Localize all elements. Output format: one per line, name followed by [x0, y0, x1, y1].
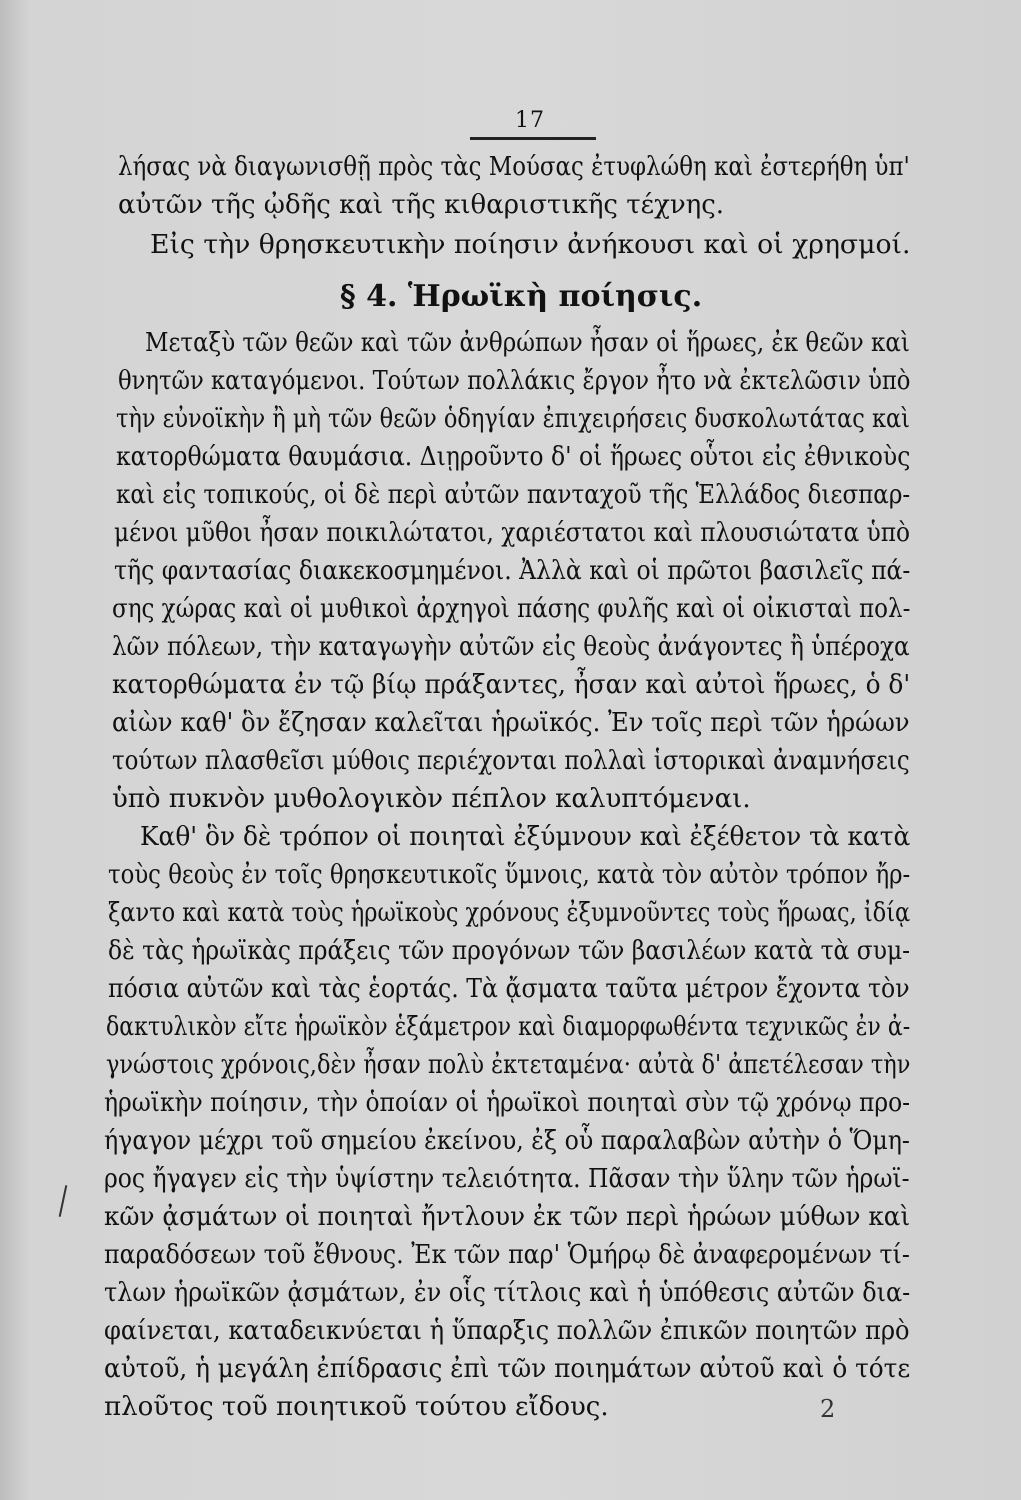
- page-number: 17: [515, 108, 545, 133]
- text-line: δὲ τὰς ἡρωϊκὰς πράξεις τῶν προγόνων τῶν βασιλέων κατὰ τὰ συμ-: [108, 936, 911, 966]
- section-heading: § 4. Ἡρωϊκὴ ποίησις.: [340, 279, 703, 314]
- text-line: παραδόσεων τοῦ ἔθνους. Ἐκ τῶν παρ' Ὁμήρῳ δὲ ἀναφερομένων τί-: [104, 1240, 910, 1270]
- text-line: μένοι μῦθοι ἦσαν ποικιλώτατοι, χαριέστατοι καὶ πλουσιώτατα ὑπὸ: [114, 518, 911, 548]
- text-line: τῆς φαντασίας διακεκοσμημένοι. Ἀλλὰ καὶ οἱ πρῶτοι βασιλεῖς πά-: [114, 556, 911, 586]
- text-line: φαίνεται, καταδεικνύεται ἡ ὕπαρξις πολλῶν ἐπικῶν ποιητῶν πρὸ: [104, 1316, 910, 1346]
- text-line: καὶ εἰς τοπικούς, οἱ δὲ περὶ αὐτῶν πανταχοῦ τῆς Ἑλλάδος διεσπαρ-: [116, 480, 911, 510]
- text-line: δακτυλικὸν εἴτε ἡρωϊκὸν ἑξάμετρον καὶ διαμορφωθέντα τεχνικῶς ἐν ἀ-: [106, 1012, 911, 1042]
- text-line: θνητῶν καταγόμενοι. Τούτων πολλάκις ἔργον ἦτο νὰ ἐκτελῶσιν ὑπὸ: [118, 366, 911, 396]
- text-line: αὐτοῦ, ἡ μεγάλη ἐπίδρασις ἐπὶ τῶν ποιημάτων αὐτοῦ καὶ ὁ τότε: [104, 1354, 911, 1384]
- text-line: ἡρωϊκὴν ποίησιν, τὴν ὁποίαν οἱ ἡρωϊκοὶ ποιηταὶ σὺν τῷ χρόνῳ προ-: [104, 1088, 911, 1118]
- text-line: τοὺς θεοὺς ἐν τοῖς θρησκευτικοῖς ὕμνοις, κατὰ τὸν αὐτὸν τρόπον ἤρ-: [108, 860, 911, 890]
- text-line: λήσας νὰ διαγωνισθῇ πρὸς τὰς Μούσας ἐτυφλώθη καὶ ἐστερήθη ὑπ': [118, 152, 910, 182]
- header-rule: [470, 137, 596, 140]
- text-line: τούτων πλασθεῖσι μύθοις περιέχονται πολλαὶ ἱστορικαὶ ἀναμνήσεις: [112, 746, 910, 776]
- pencil-mark: [59, 1185, 68, 1217]
- text-line: αἰὼν καθ' ὃν ἔζησαν καλεῖται ἡρωϊκός. Ἐν τοῖς περὶ τῶν ἡρώων: [112, 708, 910, 738]
- text-line: κῶν ᾀσμάτων οἱ ποιηταὶ ἤντλουν ἐκ τῶν περὶ ἡρώων μύθων καὶ: [104, 1202, 911, 1232]
- text-line: ξαντο καὶ κατὰ τοὺς ἡρωϊκοὺς χρόνους ἐξυμνοῦντες τοὺς ἥρωας, ἰδίᾳ: [108, 898, 911, 928]
- text-line: λῶν πόλεων, τὴν καταγωγὴν αὐτῶν εἰς θεοὺς ἀνάγοντες ἢ ὑπέροχα: [112, 632, 910, 662]
- text-line: Καθ' ὃν δὲ τρόπον οἱ ποιηταὶ ἐξύμνουν καὶ ἐξέθετον τὰ κατὰ: [140, 822, 911, 852]
- text-line: ρος ἤγαγεν εἰς τὴν ὑψίστην τελειότητα. Πᾶσαν τὴν ὕλην τῶν ἡρωϊ-: [104, 1164, 910, 1194]
- margin-mark: 2: [820, 1395, 836, 1423]
- text-line: ὑπὸ πυκνὸν μυθολογικὸν πέπλον καλυπτόμεναι.: [112, 784, 751, 814]
- text-line: σης χώρας καὶ οἱ μυθικοὶ ἀρχηγοὶ πάσης φυλῆς καὶ οἱ οἰκισταὶ πολ-: [112, 594, 911, 624]
- text-line: πλοῦτος τοῦ ποιητικοῦ τούτου εἴδους.: [104, 1392, 609, 1422]
- text-line: αὐτῶν τῆς ᾠδῆς καὶ τῆς κιθαριστικῆς τέχνης.: [118, 190, 725, 220]
- text-line: γνώστοις χρόνοις,δὲν ἦσαν πολὺ ἐκτεταμένα· αὐτὰ δ' ἀπετέλεσαν τὴν: [106, 1050, 911, 1080]
- text-line: ήγαγον μέχρι τοῦ σημείου ἐκείνου, ἐξ οὗ παραλαβὼν αὐτὴν ὁ Ὅμη-: [104, 1126, 910, 1156]
- text-line: κατορθώματα ἐν τῷ βίῳ πράξαντες, ἦσαν καὶ αὐτοὶ ἥρωες, ὁ δ': [112, 670, 911, 700]
- text-line: Μεταξὺ τῶν θεῶν καὶ τῶν ἀνθρώπων ἦσαν οἱ ἥρωες, ἐκ θεῶν καὶ: [145, 328, 910, 358]
- text-line: τλων ἡρωϊκῶν ᾀσμάτων, ἐν οἷς τίτλοις καὶ ἡ ὑπόθεσις αὐτῶν δια-: [104, 1278, 911, 1308]
- text-line: κατορθώματα θαυμάσια. Διῃροῦντο δ' οἱ ἥρωες οὗτοι εἰς ἐθνικοὺς: [116, 442, 911, 472]
- text-line: Εἰς τὴν θρησκευτικὴν ποίησιν ἀνήκουσι καὶ οἱ χρησμοί.: [150, 230, 911, 260]
- text-line: πόσια αὐτῶν καὶ τὰς ἑορτάς. Τὰ ᾄσματα ταῦτα μέτρον ἔχοντα τὸν: [108, 974, 910, 1004]
- text-line: τὴν εὐνοϊκὴν ἢ μὴ τῶν θεῶν ὁδηγίαν ἐπιχειρήσεις δυσκολωτάτας καὶ: [116, 404, 910, 434]
